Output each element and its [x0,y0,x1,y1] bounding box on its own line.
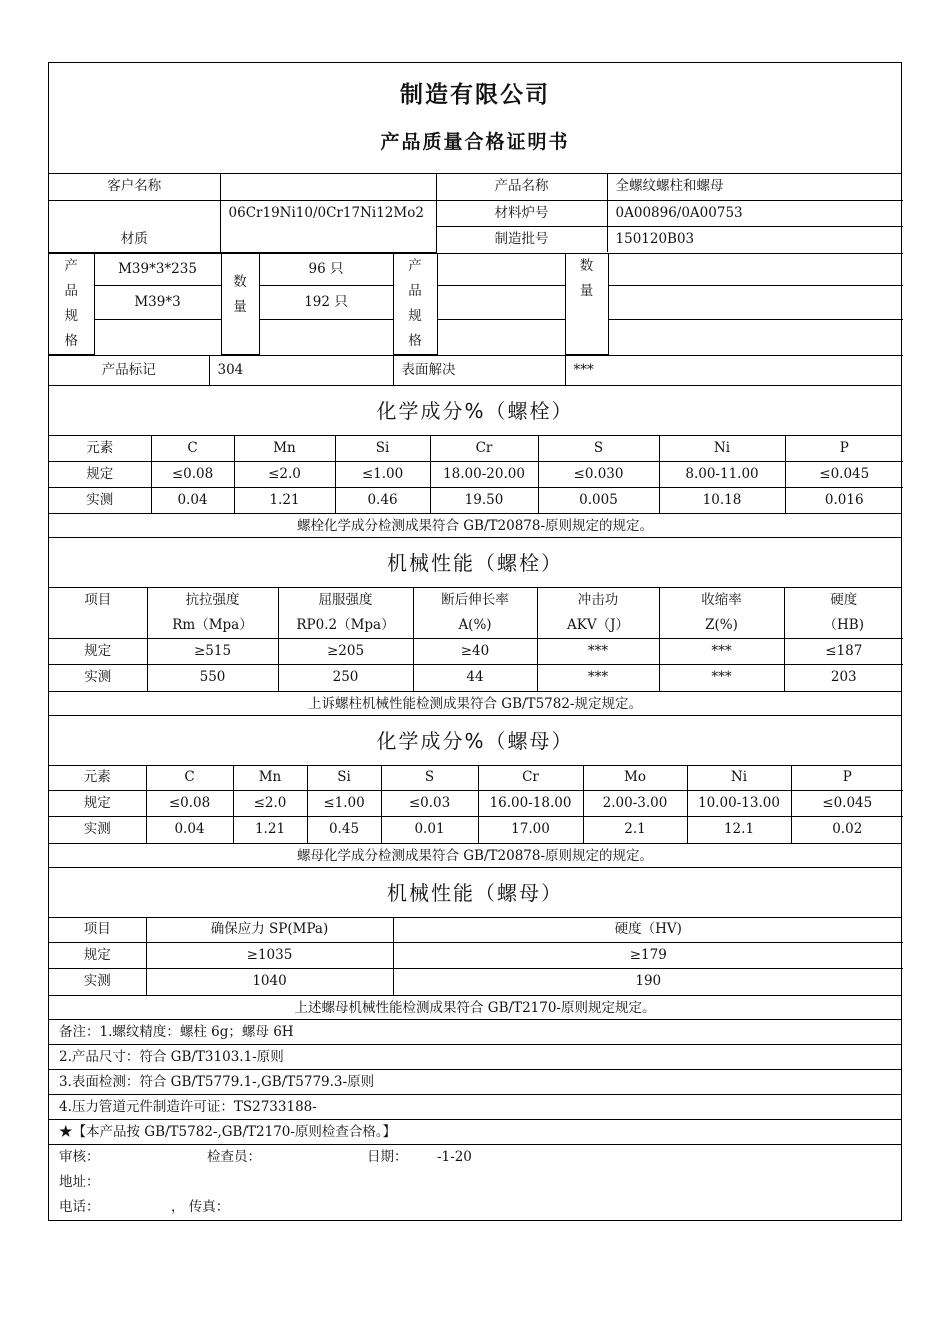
spec-label: 产 品 规 格 [49,253,94,354]
table-row [49,791,903,817]
header-cell: 项目 [49,588,147,639]
right-qty-value-3 [608,320,903,354]
reviewer-label: 审核： [59,1148,100,1165]
header-cell: C [146,766,233,791]
batch-label: 制造批号 [436,226,607,252]
header-cell: Cr [430,436,538,461]
cell: 18.00-20.00 [430,461,538,487]
cell: 2.00-3.00 [583,791,687,817]
mark-table [49,355,903,386]
spec-value: M39*3*235 [94,253,221,285]
header-cell: 确保应力 SP(MPa) [146,918,393,943]
cell: ≥515 [147,639,278,665]
header-cell: Cr [478,766,583,791]
cell: 203 [784,665,903,691]
cell: *** [537,665,659,691]
cell: 实测 [49,665,147,691]
cell: 17.00 [478,817,583,843]
right-spec-label: 产 品 规 格 [393,253,437,354]
customer-label: 客户名称 [49,174,220,200]
company-name: 制造有限公司 [400,81,550,108]
cell: ≤1.00 [307,791,381,817]
cell: 250 [278,665,413,691]
header-cell: 元素 [49,766,146,791]
header-cell: Mn [234,436,335,461]
surface-label: 表面解决 [393,355,565,385]
bolt-chem-section [49,435,901,513]
header-cell: 断后伸长率 A(%) [413,588,537,639]
cell: 10.18 [659,487,785,513]
bolt-mech-section [49,587,901,691]
header-cell: C [151,436,234,461]
table-row [49,665,903,691]
table-row [49,487,903,513]
date-label: 日期： [367,1148,408,1165]
product-name-label: 产品名称 [436,174,607,200]
right-qty-value-1 [608,253,903,285]
cell: 0.016 [785,487,903,513]
cell: 12.1 [687,817,791,843]
cell: 190 [393,969,903,995]
header-cell: S [538,436,659,461]
cell: ≤0.08 [146,791,233,817]
table-row [49,766,903,791]
header-cell: 收缩率 Z(%) [659,588,784,639]
header-cell: 冲击功 AKV（J） [537,588,659,639]
table-row [49,918,903,943]
bolt-mech-title: 机械性能（螺栓） [49,537,901,587]
title-block [49,63,901,173]
header-cell: 项目 [49,918,146,943]
cell: ≤0.03 [381,791,478,817]
cell: ≤0.045 [791,791,903,817]
cell: ≥1035 [146,943,393,969]
material-label: 材质 [49,200,220,252]
batch-value: 150120B03 [607,226,903,252]
spec-value [94,320,221,354]
cell: 0.01 [381,817,478,843]
header-cell: 硬度（HV) [393,918,903,943]
qty-value: 96 只 [259,253,393,285]
cell: 0.02 [791,817,903,843]
cell: 规定 [49,461,151,487]
cell: *** [659,639,784,665]
address-label: 地址： [59,1173,100,1190]
right-spec-value-1 [437,253,565,285]
cell: ≤0.08 [151,461,234,487]
header-cell: P [785,436,903,461]
product-info-table [49,174,903,253]
cell: 8.00-11.00 [659,461,785,487]
material-value: 06Cr19Ni10/0Cr17Ni12Mo2 [220,200,436,252]
header-cell: Ni [687,766,791,791]
nut-chem-title: 化学成分%（螺母） [49,715,901,765]
cell: 0.005 [538,487,659,513]
heat-no-label: 材料炉号 [436,200,607,226]
cell: 规定 [49,639,147,665]
footer-row-signatures [59,1145,901,1170]
table-row [49,817,903,843]
table-row [49,639,903,665]
right-spec-value-2 [437,285,565,319]
cell: 10.00-13.00 [687,791,791,817]
cell: ≤187 [784,639,903,665]
mark-value: 304 [209,355,393,385]
cell: 规定 [49,943,146,969]
cell: *** [659,665,784,691]
surface-value: *** [565,355,903,385]
header-cell: Si [335,436,430,461]
footer-row-contact [59,1195,901,1220]
cell: 实测 [49,969,146,995]
cell: ≥205 [278,639,413,665]
cell: 1.21 [233,817,307,843]
cell: ≥40 [413,639,537,665]
cell: 1040 [146,969,393,995]
right-spec-value-3 [437,320,565,354]
header-cell: Si [307,766,381,791]
qty-value: 192 只 [259,285,393,319]
footer [49,1144,901,1220]
table-row [49,943,903,969]
cell: 0.04 [146,817,233,843]
note-line: 备注：1.螺纹精度：螺柱 6g；螺母 6H [49,1019,901,1044]
table-row [49,969,903,995]
header-cell: P [791,766,903,791]
cell: 19.50 [430,487,538,513]
bolt-mech-table [49,588,903,691]
inspector-label: 检查员： [207,1148,261,1165]
cell: 规定 [49,791,146,817]
note-line: 2.产品尺寸：符合 GB/T3103.1-原则 [49,1044,901,1069]
fax-label: ， 传真： [171,1198,230,1215]
phone-label: 电话： [59,1198,100,1215]
cell: 实测 [49,487,151,513]
cell: *** [537,639,659,665]
header-cell: 抗拉强度 Rm（Mpa） [147,588,278,639]
cell: 550 [147,665,278,691]
cell: 0.45 [307,817,381,843]
heat-no-value: 0A00896/0A00753 [607,200,903,226]
cell: ≤0.045 [785,461,903,487]
header-cell: 元素 [49,436,151,461]
product-name-value: 全螺纹螺柱和螺母 [607,174,903,200]
spec-table [49,253,903,355]
nut-chem-section [49,765,901,843]
nut-chem-conclusion: 螺母化学成分检测成果符合 GB/T20878-原则规定的规定。 [49,843,901,867]
bolt-chem-title: 化学成分%（螺栓） [49,385,901,435]
header-cell: Ni [659,436,785,461]
right-qty-value-2 [608,285,903,319]
nut-mech-title: 机械性能（螺母） [49,867,901,917]
customer-value [220,174,436,200]
cell: ≤2.0 [233,791,307,817]
header-cell: 屈服强度 RP0.2（Mpa） [278,588,413,639]
certificate [48,62,902,1221]
header-cell: Mo [583,766,687,791]
cell: ≤2.0 [234,461,335,487]
cell: 实测 [49,817,146,843]
spec-value: M39*3 [94,285,221,319]
header-cell: Mn [233,766,307,791]
product-info [49,173,901,385]
note-line: 3.表面检测：符合 GB/T5779.1-,GB/T5779.3-原则 [49,1069,901,1094]
table-row [49,436,903,461]
cell: ≤1.00 [335,461,430,487]
table-row [49,461,903,487]
note-line: 4.压力管道元件制造许可证：TS2733188- [49,1094,901,1119]
header-cell: 硬度 （HB) [784,588,903,639]
nut-mech-table [49,918,903,995]
cell: 44 [413,665,537,691]
qty-label: 数 量 [221,253,259,354]
mark-label: 产品标记 [49,355,209,385]
cell: 0.46 [335,487,430,513]
nut-mech-section [49,917,901,995]
cell: 2.1 [583,817,687,843]
bolt-chem-table [49,436,903,513]
certificate-title: 产品质量合格证明书 [380,131,570,153]
header-cell: S [381,766,478,791]
note-line: ★【本产品按 GB/T5782-,GB/T2170-原则检查合格。】 [49,1119,901,1144]
right-qty-label: 数 量 [565,253,608,354]
cell: 0.04 [151,487,234,513]
cell: ≥179 [393,943,903,969]
bolt-mech-conclusion: 上诉螺柱机械性能检测成果符合 GB/T5782-规定规定。 [49,691,901,715]
table-row [49,588,903,639]
qty-value [259,320,393,354]
bolt-chem-conclusion: 螺栓化学成分检测成果符合 GB/T20878-原则规定的规定。 [49,513,901,537]
cell: 1.21 [234,487,335,513]
cell: 16.00-18.00 [478,791,583,817]
footer-row-address [59,1170,901,1195]
cell: ≤0.030 [538,461,659,487]
date-value: -1-20 [437,1148,472,1165]
nut-chem-table [49,766,903,843]
nut-mech-conclusion: 上述螺母机械性能检测成果符合 GB/T2170-原则规定规定。 [49,995,901,1019]
